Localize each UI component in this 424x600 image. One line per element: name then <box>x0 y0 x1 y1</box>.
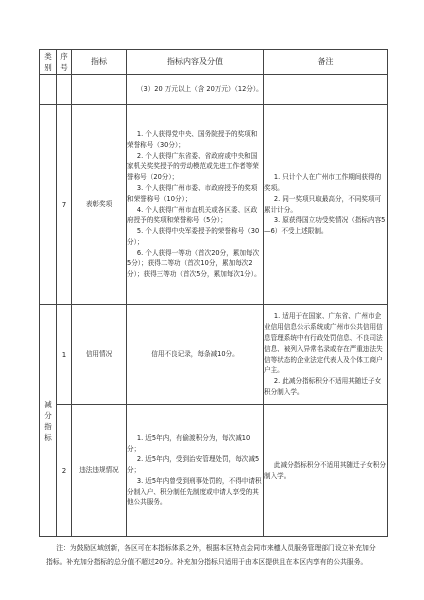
violation-content: 1. 近5年内，有偷渡积分为，每次减10分； 2. 近5年内，受到治安管理处罚，每次减5分； 3. 近5年内曾受到刑事处罚的，不得申请积分制入户、积分制任先制度或申请人享受的其他公共服务。 <box>127 405 264 537</box>
credit-remark: 1. 适用于在国家、广东省、广州市企业信用信息公示系统或广州市公共信用信息管理系统中有行政处罚信息、不良司法信息、被列入异常名录或存在严重违法失信等状态的企业法定代表人及个体工商户户主。 2. 此减分指标积分不适用其随迁子女积分制入学。 <box>264 305 388 405</box>
credit-serial: 1 <box>57 305 72 405</box>
header-indicator: 指标 <box>72 50 127 75</box>
awards-remark: 1. 只计个人在广州市工作期间获得的奖项。 2. 同一奖项只取最高分，不同奖项可累计计分。 3. 原获得国立功受奖情况（指标内容5—6）不受上述限制。 <box>264 105 388 305</box>
violation-indicator: 违法违规情况 <box>72 405 127 537</box>
awards-content: 1. 个人获得党中央、国务院授予的奖项和荣誉称号（30分）； 2. 个人获得广东省委、省政府或中央和国家机关奖奖授予的劳动模范或先进工作者等荣誉称号（20分）； 3. 个人获得广州市委、市政府授予的奖项和荣誉称号（10分）； 4. 个人获得广州市直机关或各区委、区政府授予的奖项和荣誉称号（5分）； 5. 个人获得中央军委授予的荣誉称号（30分）； 6. 个人获得一等功（首次20分，累加每次5分）；获得二等功（首次10分，累加每次2分）；获得三等功（首次5分，累加每次1分）。 <box>127 105 264 305</box>
awards-serial: 7 <box>57 105 72 305</box>
carryover-content: （3）20 万元以上（含 20万元）（12分）。 <box>127 75 264 105</box>
footnote: 注：为鼓励区域创新，各区可在本指标体系之外，根据本区特点会同市来穗人员服务管理部门设立补充加分指标。补充加分指标的总分值不超过20分。补充加分指标只适用于由本区提供且在本区内享有的公共服务。 <box>46 544 376 566</box>
table-row-credit <box>40 305 388 405</box>
header-content: 指标内容及分值 <box>127 50 264 75</box>
header-remark: 备注 <box>264 50 388 75</box>
header-category: 类别 <box>40 50 57 75</box>
table-header-row <box>40 50 388 75</box>
violation-serial: 2 <box>57 405 72 537</box>
awards-indicator: 表彰奖项 <box>72 105 127 305</box>
credit-content: 信用不良记录，每条减10分。 <box>127 305 264 405</box>
deduction-category: 减分指标 <box>40 305 57 537</box>
violation-remark: 此减分指标积分不适用其随迁子女积分制入学。 <box>264 405 388 537</box>
credit-indicator: 信用情况 <box>72 305 127 405</box>
points-table <box>39 49 388 537</box>
table-row-awards <box>40 105 388 305</box>
table-row-violation <box>40 405 388 537</box>
table-row-carryover <box>40 75 388 105</box>
header-serial: 序号 <box>57 50 72 75</box>
